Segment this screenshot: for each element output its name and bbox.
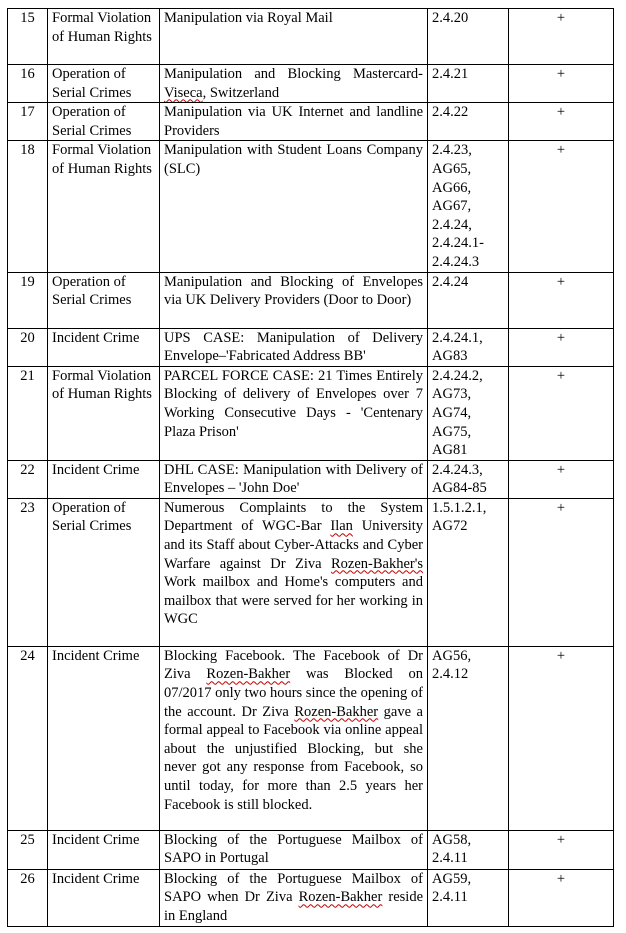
reference-list (428, 830, 509, 869)
mark-plus: + (509, 9, 614, 65)
reference: AG66, (432, 179, 472, 196)
crimes-table (7, 8, 614, 927)
reference-list (428, 272, 509, 328)
spellcheck-word: Viseca (164, 84, 203, 101)
crime-description: Manipulation and Blocking Mastercard-Viseca, Switzerland (160, 65, 428, 103)
reference-list (428, 141, 509, 272)
crime-description: Manipulation and Blocking of Envelopes via UK Delivery Providers (Door to Door) (160, 272, 428, 328)
row-number: 17 (8, 103, 48, 141)
table-row (8, 272, 614, 328)
reference: 2.4.24.1- (432, 235, 484, 252)
reference: 2.4.23, (432, 142, 472, 159)
mark-plus: + (509, 366, 614, 460)
crime-description: Blocking of the Portuguese Mailbox of SAPO when Dr Ziva Rozen-Bakher reside in England (160, 869, 428, 926)
mark-plus: + (509, 498, 614, 646)
spellcheck-word: Ilan (330, 518, 353, 535)
crime-category: Incident Crime (48, 830, 160, 869)
crime-description: Manipulation via UK Internet and landline Providers (160, 103, 428, 141)
mark-plus: + (509, 830, 614, 869)
reference: 2.4.24 (432, 273, 469, 290)
mark-plus: + (509, 272, 614, 328)
row-number: 19 (8, 272, 48, 328)
crime-category: Incident Crime (48, 460, 160, 498)
reference: AG73, (432, 386, 472, 403)
table-row (8, 366, 614, 460)
reference: 2.4.12 (432, 666, 469, 683)
reference: AG74, (432, 404, 472, 421)
row-number: 21 (8, 366, 48, 460)
mark-plus: + (509, 646, 614, 830)
crime-description: DHL CASE: Manipulation with Delivery of Envelopes – 'John Doe' (160, 460, 428, 498)
crime-description: PARCEL FORCE CASE: 21 Times Entirely Blocking of delivery of Envelopes over 7 Working Consecutive Days - 'Centenary Plaza Prison' (160, 366, 428, 460)
mark-plus: + (509, 460, 614, 498)
reference: AG81 (432, 442, 468, 459)
row-number: 18 (8, 141, 48, 272)
reference: 2.4.24.3 (432, 253, 480, 270)
table-row (8, 103, 614, 141)
reference: 2.4.22 (432, 104, 469, 121)
reference: 2.4.11 (432, 889, 468, 906)
mark-plus: + (509, 328, 614, 366)
reference: 2.4.24.3, (432, 461, 483, 478)
crime-category: Operation of Serial Crimes (48, 65, 160, 103)
reference-list (428, 9, 509, 65)
reference-list (428, 869, 509, 926)
reference: 1.5.1.2.1, (432, 499, 487, 516)
reference: 2.4.24, (432, 216, 472, 233)
crime-description: Blocking Facebook. The Facebook of Dr Ziva Rozen-Bakher was Blocked on 07/2017 only two hours since the opening of the account. Dr Ziva Rozen-Bakher gave a formal appeal to Facebook via online appeal about the unjustified Blocking, but she never got any response from Facebook, so until today, for more than 2.5 years her Facebook is still blocked. (160, 646, 428, 830)
spellcheck-word: Rozen-Bakher's (331, 555, 423, 572)
reference-list (428, 328, 509, 366)
crime-category: Operation of Serial Crimes (48, 103, 160, 141)
reference: 2.4.21 (432, 66, 469, 82)
reference-list (428, 646, 509, 830)
crime-description: UPS CASE: Manipulation of Delivery Envelope–'Fabricated Address BB' (160, 328, 428, 366)
crime-description: Manipulation via Royal Mail (160, 9, 428, 65)
reference: AG59, (432, 870, 472, 887)
reference-list (428, 103, 509, 141)
row-number: 16 (8, 65, 48, 103)
mark-plus: + (509, 103, 614, 141)
crime-description: Manipulation with Student Loans Company (SLC) (160, 141, 428, 272)
reference-list (428, 498, 509, 646)
reference: AG75, (432, 423, 472, 440)
reference: 2.4.24.1, (432, 329, 483, 346)
row-number: 26 (8, 869, 48, 926)
spellcheck-word: Rozen-Bakher (294, 703, 379, 720)
row-number: 22 (8, 460, 48, 498)
table-row (8, 646, 614, 830)
crime-category: Incident Crime (48, 328, 160, 366)
reference: AG84-85 (432, 480, 487, 497)
reference: AG67, (432, 198, 472, 215)
table-row (8, 460, 614, 498)
mark-plus: + (509, 869, 614, 926)
reference: AG72 (432, 518, 468, 535)
spellcheck-word: Rozen-Bakher (298, 889, 383, 906)
table-row (8, 141, 614, 272)
row-number: 23 (8, 498, 48, 646)
row-number: 15 (8, 9, 48, 65)
reference-list (428, 65, 509, 103)
table-row (8, 869, 614, 926)
table-row (8, 830, 614, 869)
reference: 2.4.24.2, (432, 367, 483, 384)
crime-category: Formal Violation of Human Rights (48, 141, 160, 272)
reference-list (428, 366, 509, 460)
table-row (8, 328, 614, 366)
table-row (8, 9, 614, 65)
spellcheck-word: Rozen-Bakher (206, 666, 291, 683)
reference: AG58, (432, 831, 472, 848)
row-number: 24 (8, 646, 48, 830)
row-number: 20 (8, 328, 48, 366)
row-number: 25 (8, 830, 48, 869)
crime-category: Incident Crime (48, 869, 160, 926)
reference: AG83 (432, 348, 468, 365)
reference: AG56, (432, 647, 472, 664)
table-body (8, 9, 614, 927)
crime-category: Formal Violation of Human Rights (48, 366, 160, 460)
table-row (8, 65, 614, 103)
reference-list (428, 460, 509, 498)
reference: AG65, (432, 160, 472, 177)
mark-plus: + (509, 141, 614, 272)
table-row (8, 498, 614, 646)
crime-category: Formal Violation of Human Rights (48, 9, 160, 65)
mark-plus: + (509, 65, 614, 103)
crime-category: Operation of Serial Crimes (48, 272, 160, 328)
reference: 2.4.20 (432, 10, 469, 26)
crime-description: Blocking of the Portuguese Mailbox of SAPO in Portugal (160, 830, 428, 869)
reference: 2.4.11 (432, 850, 468, 867)
crime-category: Incident Crime (48, 646, 160, 830)
crime-category: Operation of Serial Crimes (48, 498, 160, 646)
crime-description: Numerous Complaints to the System Department of WGC-Bar Ilan University and its Staff about Cyber-Attacks and Cyber Warfare against Dr Ziva Rozen-Bakher's Work mailbox and Home's computers and mailbox that were served for her working in WGC (160, 498, 428, 646)
